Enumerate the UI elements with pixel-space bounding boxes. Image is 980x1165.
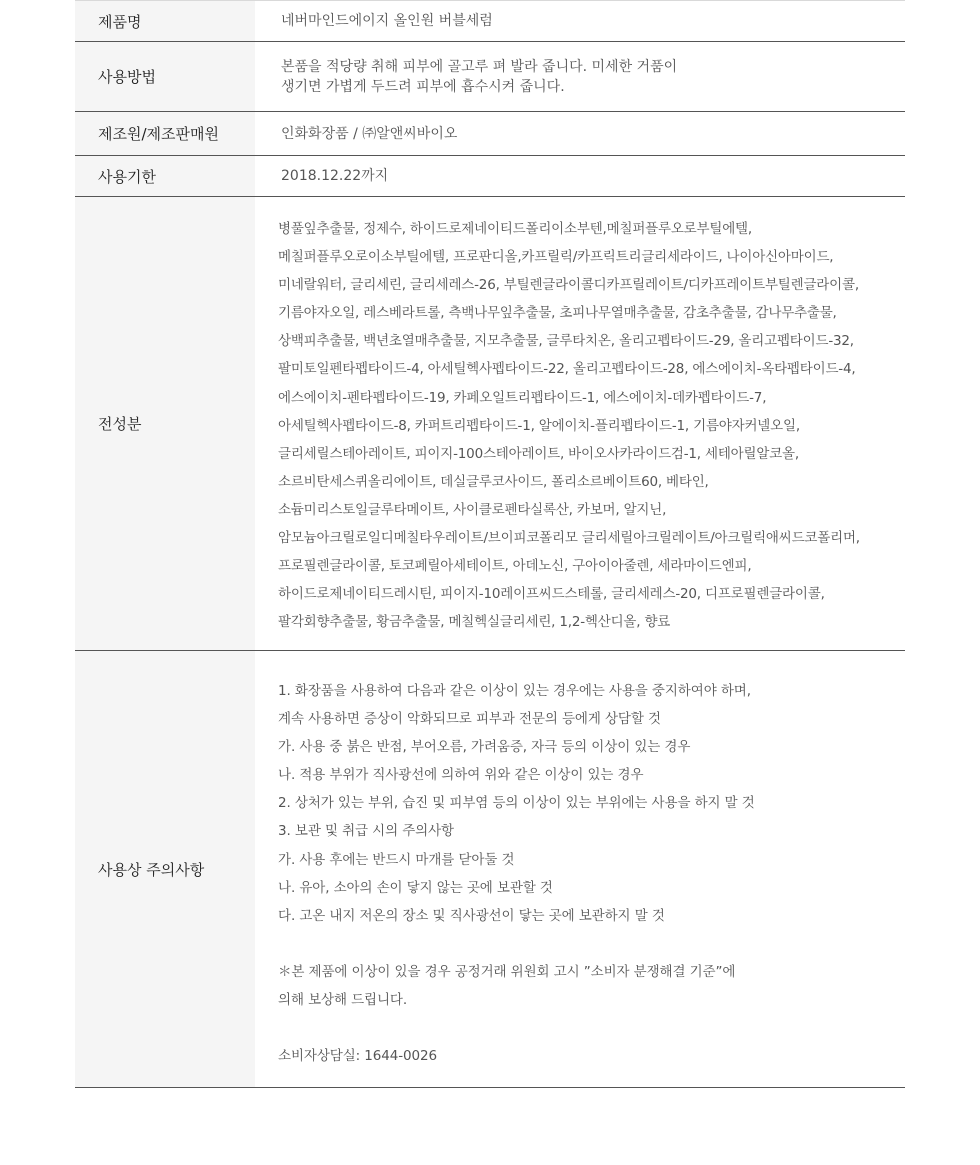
row-expiry <box>75 156 905 197</box>
ingredient-line: 미네랄워터, 글리세린, 글리세레스-26, 부틸렌글라이콜디카프릴레이트/디카프레이트부틸렌글라이콜, <box>278 277 859 294</box>
caution-line: 가. 사용 중 붉은 반점, 부어오름, 가려움증, 자극 등의 이상이 있는 경우 <box>278 739 691 756</box>
label-expiry: 사용기한 <box>75 156 255 196</box>
caution-line: 3. 보관 및 취급 시의 주의사항 <box>278 823 454 840</box>
ingredient-line: 팔각회향추출물, 황금추출물, 메칠헥실글리세린, 1,2-헥산디올, 향료 <box>278 614 671 631</box>
ingredient-line: 에스에이치-펜타펩타이드-19, 카페오일트리펩타이드-1, 에스에이치-데카펩타이드-7, <box>278 389 767 406</box>
ingredient-line: 글리세릴스테아레이트, 피이지-100스테아레이트, 바이오사카라이드검-1, 세테아릴알코올, <box>278 445 799 462</box>
value-ingredients <box>255 197 905 650</box>
label-caution: 사용상 주의사항 <box>75 651 255 1087</box>
caution-line: 계속 사용하면 증상이 악화되므로 피부과 전문의 등에게 상담할 것 <box>278 711 661 728</box>
value-product-name: 네버마인드에이지 올인원 버블세럼 <box>281 13 493 29</box>
caution-line: 다. 고온 내지 저온의 장소 및 직사광선이 닿는 곳에 보관하지 말 것 <box>278 907 665 924</box>
caution-line: 2. 상처가 있는 부위, 습진 및 피부염 등의 이상이 있는 부위에는 사용을 하지 말 것 <box>278 795 755 812</box>
ingredient-line: 메칠퍼플루오로이소부틸에텔, 프로판디올,카프릴릭/카프릭트리글리세라이드, 나이아신아마이드, <box>278 249 834 266</box>
ingredient-line: 소르비탄세스퀴올리에이트, 데실글루코사이드, 폴리소르베이트60, 베타인, <box>278 473 709 490</box>
notice-line: ＊본 제품에 이상이 있을 경우 공정거래 위원회 고시 ”소비자 분쟁해결 기준”에 <box>278 963 736 980</box>
value-expiry: 2018.12.22까지 <box>281 168 389 184</box>
ingredient-line: 아세틸헥사펩타이드-8, 카퍼트리펩타이드-1, 알에이치-플리펩타이드-1, 기름야자커넬오일, <box>278 417 800 434</box>
ingredient-line: 프로필렌글라이콜, 토코페릴아세테이트, 아데노신, 구아이아줄렌, 세라마이드엔피, <box>278 558 752 575</box>
consumer-contact: 소비자상담실: 1644-0026 <box>278 1048 437 1065</box>
row-caution <box>75 651 905 1088</box>
value-usage <box>255 42 905 111</box>
caution-line: 나. 적용 부위가 직사광선에 의하여 위와 같은 이상이 있는 경우 <box>278 767 644 784</box>
ingredients-list <box>278 215 860 636</box>
caution-line: 가. 사용 후에는 반드시 마개를 닫아둘 것 <box>278 851 515 868</box>
label-ingredients: 전성분 <box>75 197 255 650</box>
row-usage <box>75 42 905 112</box>
notice-line: 의해 보상해 드립니다. <box>278 991 408 1008</box>
product-info-table <box>75 0 905 1088</box>
row-product-name <box>75 1 905 42</box>
ingredient-line: 암모늄아크릴로일디메칠타우레이트/브이피코폴리모 글리세릴아크릴레이트/아크릴릭애씨드코폴리머, <box>278 530 860 547</box>
label-usage: 사용방법 <box>75 42 255 111</box>
row-manufacturer <box>75 112 905 156</box>
row-ingredients <box>75 197 905 651</box>
caution-line: 1. 화장품을 사용하여 다음과 같은 이상이 있는 경우에는 사용을 중지하여야 하며, <box>278 683 751 699</box>
ingredient-line: 상백피추출물, 백년초열매추출물, 지모추출물, 글루타치온, 올리고펩타이드-29, 올리고펩타이드-32, <box>278 333 854 350</box>
label-manufacturer: 제조원/제조판매원 <box>75 112 255 155</box>
caution-list <box>278 677 755 930</box>
caution-line: 나. 유아, 소아의 손이 닿지 않는 곳에 보관할 것 <box>278 879 553 896</box>
ingredient-line: 병풀잎추출물, 정제수, 하이드로제네이티드폴리이소부텐,메칠퍼플루오로부틸에텔, <box>278 221 752 237</box>
value-caution <box>255 651 905 1087</box>
label-product-name: 제품명 <box>75 1 255 41</box>
caution-notice <box>278 958 755 1014</box>
value-manufacturer: 인화화장품 / ㈜알앤씨바이오 <box>281 125 458 142</box>
ingredient-line: 팔미토일펜타펩타이드-4, 아세틸헥사펩타이드-22, 올리고펩타이드-28, 에스에이치-옥타펩타이드-4, <box>278 361 856 378</box>
ingredient-line: 하이드로제네이티드레시틴, 피이지-10레이프씨드스테롤, 글리세레스-20, 디프로필렌글라이콜, <box>278 586 825 603</box>
usage-line: 생기면 가볍게 두드려 피부에 흡수시켜 줍니다. <box>281 78 565 95</box>
usage-line: 본품을 적당량 취해 피부에 골고루 펴 발라 줍니다. 미세한 거품이 <box>281 58 678 75</box>
ingredient-line: 기름야자오일, 레스베라트롤, 측백나무잎추출물, 초피나무열매추출물, 감초추출물, 감나무추출물, <box>278 305 837 322</box>
ingredient-line: 소듐미리스토일글루타메이트, 사이클로펜타실록산, 카보머, 알지닌, <box>278 501 667 518</box>
